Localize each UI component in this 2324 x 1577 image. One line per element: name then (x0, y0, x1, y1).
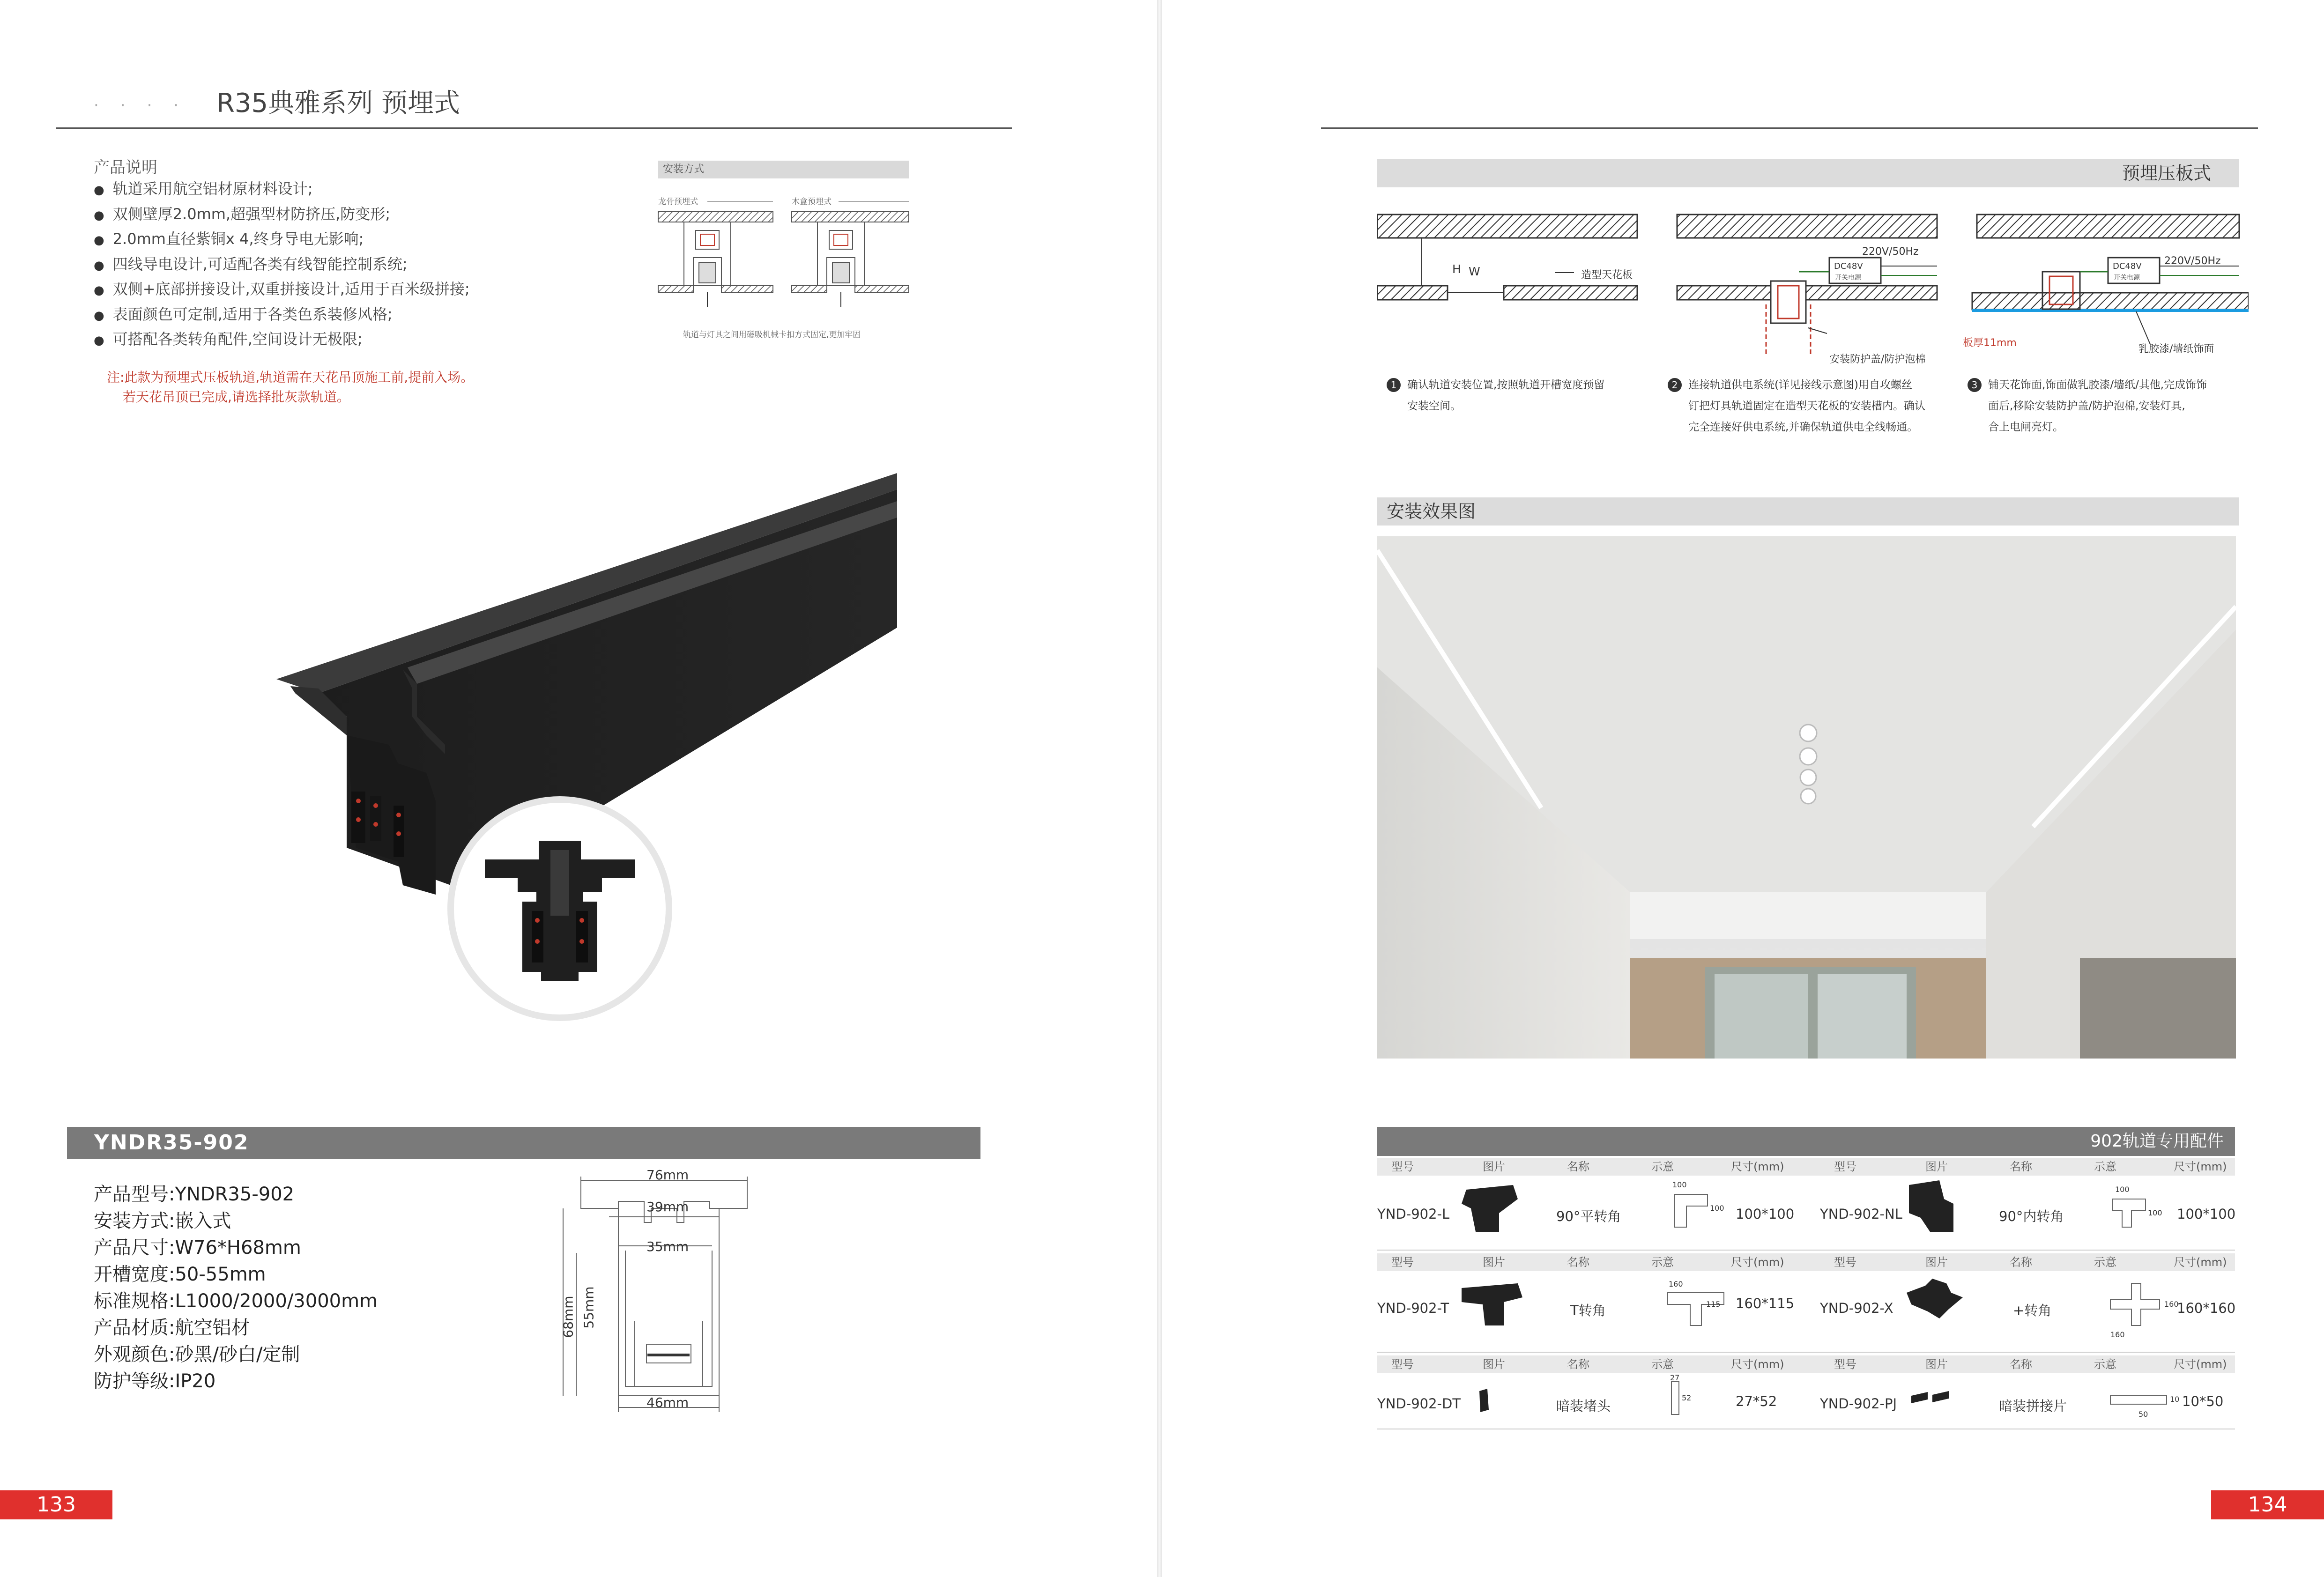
effect-header: 安装效果图 (1377, 497, 2239, 526)
schematic-dim: 52 (1682, 1393, 1692, 1402)
accessory-name: T转角 (1570, 1303, 1606, 1318)
left-page (0, 0, 1157, 1577)
accessory-name: 90°平转角 (1556, 1208, 1621, 1224)
install-type-header: 预埋压板式 (1377, 159, 2239, 187)
diagram-label-driver-3: DC48V (2113, 261, 2142, 271)
feature-item: ● 表面颜色可定制,适用于各类色系装修风格; (94, 303, 470, 328)
profile-section-image (485, 841, 635, 981)
accessory-images (1377, 1176, 2235, 1429)
install-step-2: 2 连接轨道供电系统(详见接线示意图)用自攻螺丝 钉把灯具轨道固定在造型天花板的安装槽内。确认 完全连接好供电系统,并确保轨道供电全线畅通。 (1668, 375, 1925, 438)
diagram-label-driver-2: DC48V (1834, 261, 1863, 271)
page-number-left: 133 (0, 1490, 112, 1519)
accessory-size: 160*160 (2177, 1300, 2236, 1316)
dim-76: 76mm (646, 1167, 689, 1183)
accessory-model: YND-902-PJ (1820, 1396, 1897, 1412)
diagram-label-board-thickness: 板厚11mm (1963, 337, 2017, 349)
schematic-dim: 27 (1670, 1373, 1680, 1382)
dim-35: 35mm (646, 1239, 689, 1254)
spec-line: 外观颜色:砂黑/砂白/定制 (94, 1344, 300, 1365)
accessory-size: 27*52 (1736, 1393, 1777, 1409)
schematic-dim: 100 (2115, 1185, 2130, 1194)
accessory-name: +转角 (2013, 1303, 2052, 1318)
install-label-b: 木盒预埋式 (792, 197, 832, 207)
step-number: 1 (1387, 378, 1401, 392)
install-step-3: 3 铺天花饰面,饰面做乳胶漆/墙纸/其他,完成饰饰 面后,移除安装防护盖/防护泡棉,安装灯具, 合上电闸亮灯。 (1968, 375, 2207, 438)
schematic-dim: 100 (2148, 1208, 2162, 1217)
install-step-1: 1 确认轨道安装位置,按照轨道开槽宽度预留 安装空间。 (1387, 375, 1604, 417)
schematic-dim: 100 (1672, 1180, 1687, 1189)
feature-item: ● 四线导电设计,可适配各类有线智能控制系统; (94, 252, 470, 278)
schematic-dim: 10 (2170, 1395, 2180, 1404)
feature-item: ● 双侧+底部拼接设计,双重拼接设计,适用于百米级拼接; (94, 277, 470, 303)
step-number: 3 (1968, 378, 1982, 392)
feature-item: ● 2.0mm直径紫铜x 4,终身导电无影响; (94, 227, 470, 252)
feature-item: ● 双侧壁厚2.0mm,超强型材防挤压,防变形; (94, 202, 470, 228)
spec-line: 标准规格:L1000/2000/3000mm (94, 1290, 378, 1312)
dim-39: 39mm (646, 1199, 689, 1214)
step-number: 2 (1668, 378, 1682, 392)
model-title-bar: YNDR35-902 (67, 1127, 980, 1159)
diagram-label-w: W (1469, 265, 1480, 278)
accessory-name: 90°内转角 (1999, 1208, 2064, 1224)
feature-item: ● 可搭配各类转角配件,空间设计无极限; (94, 327, 470, 353)
accessory-model: YND-902-NL (1820, 1206, 1902, 1222)
spec-line: 防护等级:IP20 (94, 1370, 216, 1392)
diagram-label-h: H (1452, 262, 1461, 276)
install-method-caption: 轨道与灯具之间用磁吸机械卡扣方式固定,更加牢固 (683, 330, 861, 340)
diagram-label-driver-sub-2: 开关电源 (1835, 274, 1861, 281)
series-title: R35典雅系列 预埋式 (216, 88, 460, 118)
install-label-a: 龙骨预埋式 (658, 197, 698, 207)
install-method-diagram (656, 201, 911, 328)
install-steps-diagram (1377, 211, 2249, 365)
dim-68: 68mm (560, 1296, 576, 1338)
accessory-model: YND-902-T (1377, 1300, 1449, 1316)
page-gutter (1157, 0, 1162, 1577)
accessory-name: 暗装拼接片 (1999, 1398, 2067, 1414)
spec-line: 开槽宽度:50-55mm (94, 1264, 266, 1285)
accessory-model: YND-902-L (1377, 1206, 1450, 1222)
schematic-dim: 115 (1706, 1300, 1721, 1309)
accessory-model: YND-902-DT (1377, 1396, 1461, 1412)
dim-55: 55mm (581, 1286, 597, 1329)
accessory-model: YND-902-X (1820, 1300, 1893, 1316)
spec-line: 产品型号:YNDR35-902 (94, 1184, 295, 1205)
accessory-size: 100*100 (2177, 1206, 2236, 1222)
header-divider (56, 127, 1012, 129)
schematic-dim: 160 (2110, 1330, 2125, 1339)
schematic-dim: 160 (2164, 1300, 2179, 1309)
accessory-size: 100*100 (1736, 1206, 1795, 1222)
accessory-name: 暗装堵头 (1556, 1398, 1611, 1414)
install-method-title: 安装方式 (658, 161, 909, 178)
diagram-label-power-2: 220V/50Hz (1862, 246, 1919, 258)
header-dots: ···· (94, 96, 200, 115)
page-number-right: 134 (2211, 1490, 2324, 1519)
accessories-title-bar: 902轨道专用配件 (1377, 1127, 2235, 1156)
spec-line: 安装方式:嵌入式 (94, 1210, 231, 1232)
schematic-dim: 50 (2138, 1410, 2148, 1419)
dim-46: 46mm (646, 1395, 689, 1410)
feature-list (94, 177, 470, 353)
installation-effect-photo (1377, 536, 2236, 1059)
schematic-dim: 100 (1710, 1204, 1724, 1213)
accessory-size: 160*115 (1736, 1296, 1795, 1311)
product-desc-title: 产品说明 (94, 158, 157, 177)
spec-line: 产品尺寸:W76*H68mm (94, 1237, 301, 1259)
diagram-label-driver-sub-3: 开关电源 (2114, 274, 2140, 281)
feature-item: ● 轨道采用航空铝材原材料设计; (94, 177, 470, 202)
spec-line: 产品材质:航空铝材 (94, 1317, 250, 1339)
install-note-line1: 注:此款为预埋式压板轨道,轨道需在天花吊顶施工前,提前入场。 (107, 370, 474, 385)
accessories-header-row-3: 型号 图片 名称 示意 尺寸(mm) 型号 图片 名称 示意 尺寸(mm) (1377, 1355, 2235, 1373)
schematic-dim: 160 (1669, 1280, 1683, 1288)
accessories-header-row-1: 型号 图片 名称 示意 尺寸(mm) 型号 图片 名称 示意 尺寸(mm) (1377, 1158, 2235, 1176)
diagram-label-ceiling-board: 造型天花板 (1581, 269, 1633, 281)
accessories-header-row-2: 型号 图片 名称 示意 尺寸(mm) 型号 图片 名称 示意 尺寸(mm) (1377, 1253, 2235, 1271)
diagram-label-cover: 安装防护盖/防护泡棉 (1829, 354, 1926, 365)
right-page (1162, 0, 2324, 1577)
accessory-size: 10*50 (2182, 1393, 2224, 1409)
diagram-label-latex: 乳胶漆/墙纸饰面 (2138, 343, 2214, 355)
diagram-label-power-3: 220V/50Hz (2164, 255, 2221, 267)
header-divider-right (1321, 127, 2258, 129)
install-note-line2: 若天花吊顶已完成,请选择批灰款轨道。 (123, 389, 350, 405)
